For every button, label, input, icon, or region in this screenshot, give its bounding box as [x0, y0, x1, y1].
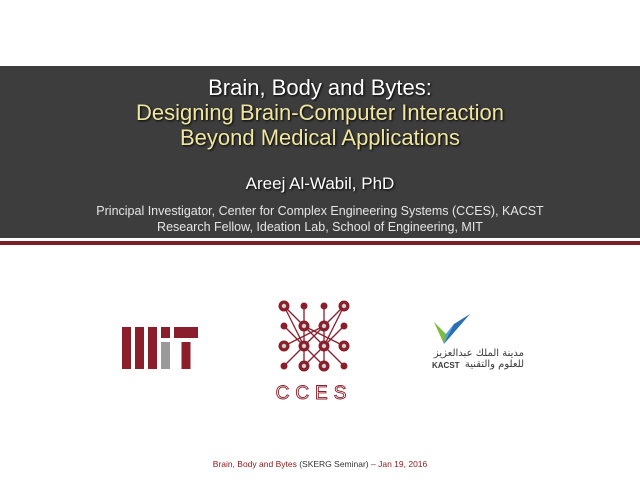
footer-date: – Jan 19, 2016 — [371, 459, 428, 469]
affiliation-line-2: Research Fellow, Ideation Lab, School of Engineering, MIT — [157, 220, 483, 234]
kacst-logo — [428, 314, 528, 374]
kacst-arabic-name: مدينة الملك عبدالعزيز للعلوم والتقنية — [433, 348, 524, 370]
slide-title-line-2: Designing Brain-Computer Interaction — [135, 100, 505, 125]
footer-seminar: (SKERG Seminar) — [299, 459, 369, 469]
slide-title-line-1: Brain, Body and Bytes: — [208, 75, 432, 100]
affiliation-line-1: Principal Investigator, Center for Complex Engineering Systems (CCES), KACST — [96, 204, 544, 218]
mit-logo — [122, 327, 198, 369]
kacst-text: KACST — [432, 361, 460, 370]
slide-footer — [0, 459, 640, 469]
footer-title: Brain, Body and Bytes — [212, 459, 297, 469]
slide-title-line-3: Beyond Medical Applications — [179, 125, 461, 150]
cces-logo — [268, 296, 360, 406]
cces-logo-text: CCES — [275, 383, 353, 404]
title-banner — [0, 66, 640, 241]
author-name: Areej Al-Wabil, PhD — [245, 174, 395, 193]
